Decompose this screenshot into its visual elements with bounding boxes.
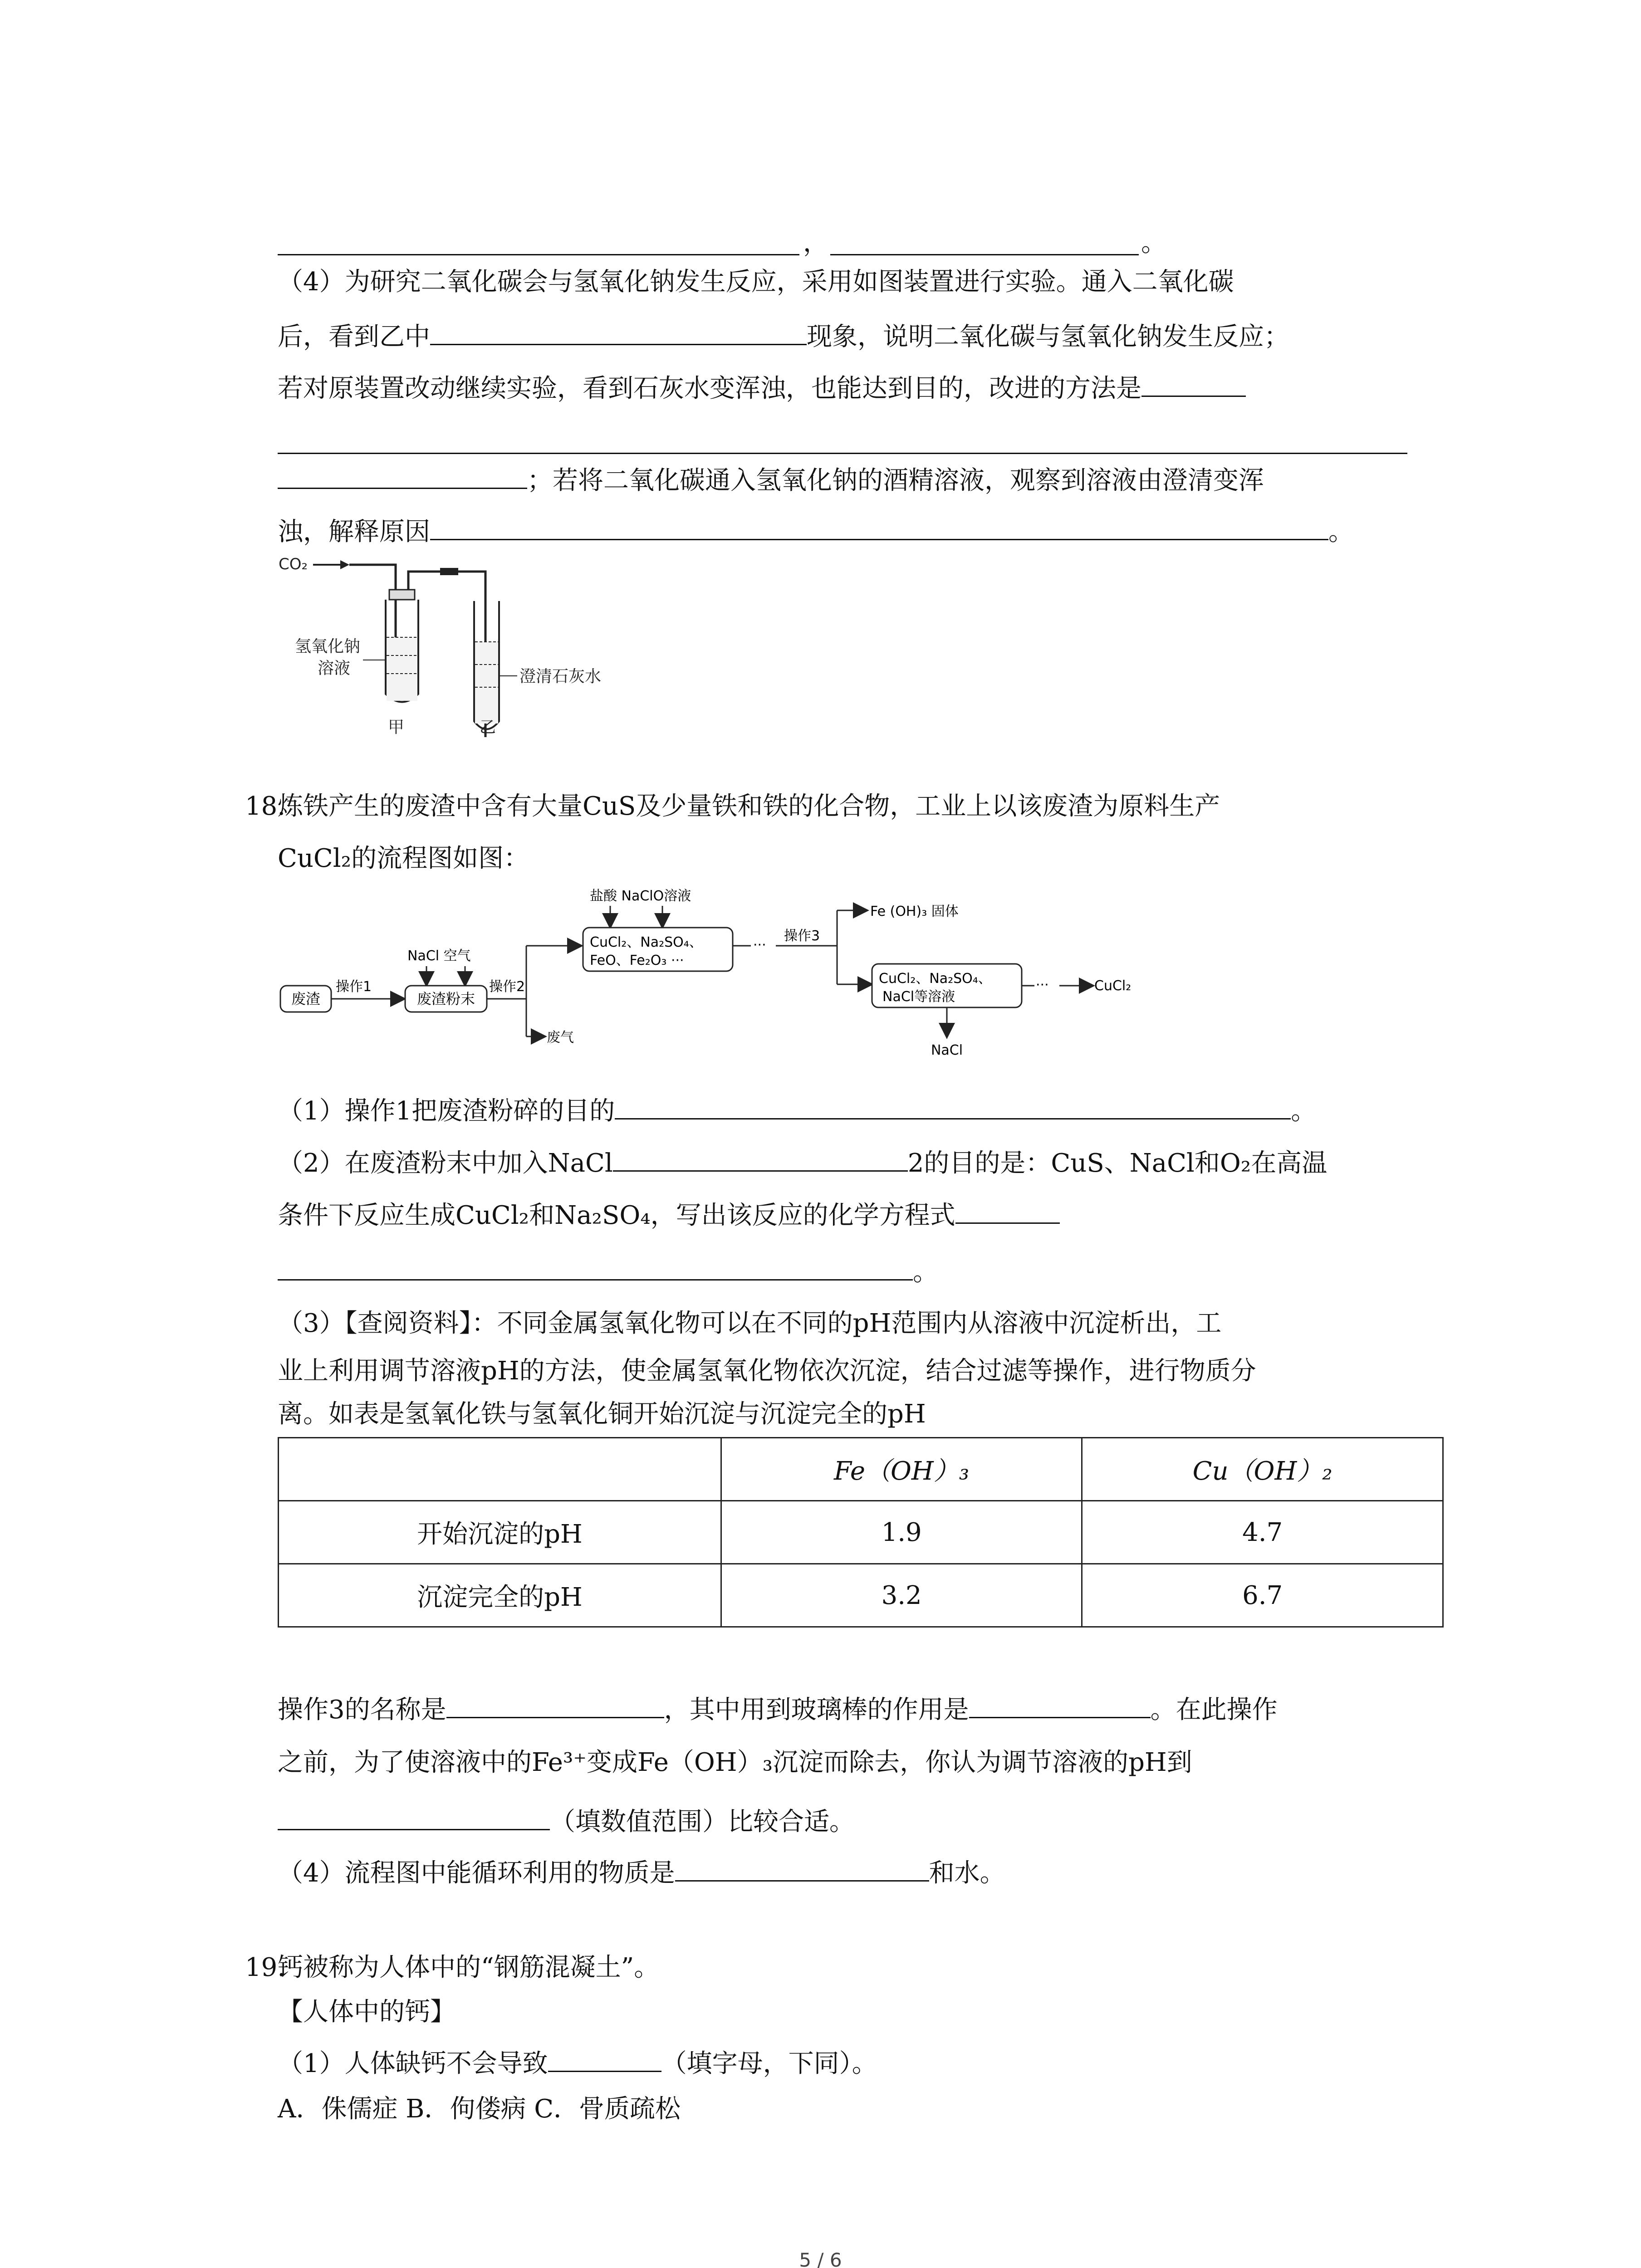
answer-blank[interactable] [613, 1143, 908, 1172]
naoh-solution [387, 637, 417, 701]
period: 。 [1141, 228, 1166, 258]
op2-label: 操作2 [489, 979, 525, 995]
question-number: 19. [245, 1953, 286, 1982]
q17-part4-line2: 后，看到乙中 现象，说明二氧化碳与氢氧化钠发生反应； [278, 317, 1289, 351]
q18-part3-line3: 离。如表是氢氧化铁与氢氧化铜开始沉淀与沉淀完全的pH [278, 1399, 926, 1429]
answer-blank[interactable] [430, 317, 807, 345]
answer-blank[interactable] [969, 1690, 1151, 1718]
page-number: 5 / 6 [799, 2249, 842, 2268]
q19-part1: （1）人体缺钙不会导致 （填字母，下同）。 [278, 2043, 877, 2078]
raw-label: 废渣 [291, 990, 321, 1007]
mixture-label-2: FeO、Fe₂O₃ ··· [590, 953, 684, 968]
q18-part3-line5: 之前，为了使溶液中的Fe³⁺变成Fe（OH）₃沉淀而除去，你认为调节溶液的pH到 [278, 1748, 1192, 1777]
table-cell [279, 1438, 721, 1501]
solid-label: Fe (OH)₃ 固体 [870, 904, 959, 919]
inputs-1-label: NaCl 空气 [407, 948, 471, 964]
product-label: CuCl₂ [1094, 978, 1132, 994]
tube-a-label: 甲 [388, 718, 405, 737]
q18-part1: （1）操作1把废渣粉碎的目的 。 [278, 1091, 1316, 1125]
answer-blank[interactable] [278, 1802, 550, 1830]
table-header-cuoh2: Cu（OH）₂ [1082, 1438, 1443, 1501]
q17-part4-line1: （4）为研究二氧化碳会与氢氧化钠发生反应，采用如图装置进行实验。通入二氧化碳 [278, 267, 1234, 297]
q18-intro-1: 炼铁产生的废渣中含有大量CuS及少量铁和铁的化合物，工业上以该废渣为原料生产 [278, 792, 1220, 821]
q18-part2-line1: （2）在废渣粉末中加入NaCl 2的目的是：CuS、NaCl和O₂在高温 [278, 1143, 1327, 1178]
table-cell: 4.7 [1082, 1501, 1443, 1564]
table-row [279, 1564, 1443, 1627]
q18-part3-line1: （3）【查阅资料】：不同金属氢氧化物可以在不同的pH范围内从溶液中沉淀析出，工 [278, 1309, 1222, 1338]
q18-intro-2: CuCl₂的流程图如图： [278, 844, 529, 873]
q19-options: A．侏儒症 B．佝偻病 C．骨质疏松 [278, 2094, 681, 2124]
answer-blank[interactable] [615, 1091, 1291, 1119]
table-cell: 1.9 [721, 1501, 1082, 1564]
limewater [475, 642, 498, 723]
row-label: 开始沉淀的pH [279, 1501, 721, 1564]
solution-label-1: CuCl₂、Na₂SO₄、 [879, 971, 992, 987]
table-row [279, 1501, 1443, 1564]
q18-part4: （4）流程图中能循环利用的物质是 和水。 [278, 1853, 1005, 1887]
q17-part4-line5: ；若将二氧化碳通入氢氧化钠的酒精溶液，观察到溶液由澄清变浑 [278, 460, 1264, 495]
arrow-head-icon [340, 560, 349, 569]
table-cell: 6.7 [1082, 1564, 1443, 1627]
mixture-label-1: CuCl₂、Na₂SO₄、 [590, 934, 703, 950]
answer-blank[interactable] [446, 1690, 664, 1718]
table-header-feoh3: Fe（OH）₃ [721, 1438, 1082, 1501]
gas-label: 废气 [547, 1030, 574, 1046]
answer-blank[interactable] [278, 460, 527, 489]
answer-blank[interactable] [830, 254, 1139, 255]
naoh-label: 氢氧化钠 [295, 637, 361, 656]
q18-part2-line2: 条件下反应生成CuCl₂和Na₂SO₄，写出该反应的化学方程式 [278, 1195, 1060, 1230]
op1-label: 操作1 [336, 979, 372, 995]
powder-label: 废渣粉末 [416, 990, 475, 1007]
answer-blank[interactable] [955, 1195, 1060, 1224]
answer-blank[interactable] [278, 1252, 913, 1281]
ellipsis: ··· [753, 937, 766, 953]
question-number: 18. [245, 792, 286, 821]
ellipsis: ··· [1036, 977, 1049, 993]
q19-heading: 【人体中的钙】 [278, 1997, 456, 2027]
table-header-row [279, 1438, 1443, 1501]
q19-intro: 钙被称为人体中的“钢筋混凝土”。 [278, 1953, 660, 1982]
table-cell: 3.2 [721, 1564, 1082, 1627]
separator: ， [803, 228, 828, 258]
rubber-joint [440, 568, 458, 575]
q17-part4-line3: 若对原装置改动继续实验，看到石灰水变浑浊，也能达到目的，改进的方法是 [278, 368, 1246, 403]
ph-table [278, 1437, 1444, 1628]
answer-blank[interactable] [278, 453, 1407, 454]
answer-blank[interactable] [278, 254, 799, 255]
answer-blank[interactable] [430, 512, 1328, 540]
q18-part2-line3: 。 [278, 1252, 938, 1286]
co2-label: CO₂ [279, 555, 308, 573]
inputs-2-label: 盐酸 NaClO溶液 [590, 888, 691, 904]
nacl-output-label: NaCl [931, 1042, 963, 1058]
q18-part3-line4: 操作3的名称是 ，其中用到玻璃棒的作用是 。在此操作 [278, 1690, 1278, 1724]
process-flowchart [272, 882, 1180, 1091]
solution-label-2: NaCl等溶液 [882, 989, 955, 1005]
q17-part4-line6: 浊，解释原因 。 [278, 512, 1354, 546]
q18-part3-line2: 业上利用调节溶液pH的方法，使金属氢氧化物依次沉淀，结合过滤等操作，进行物质分 [278, 1356, 1256, 1386]
limewater-label: 澄清石灰水 [519, 667, 602, 686]
apparatus-figure [272, 547, 644, 746]
row-label: 沉淀完全的pH [279, 1564, 721, 1627]
answer-blank[interactable] [1141, 368, 1246, 397]
q18-part3-line6: （填数值范围）比较合适。 [278, 1802, 855, 1836]
op3-label: 操作3 [784, 928, 820, 944]
answer-blank[interactable] [548, 2043, 661, 2072]
naoh-label-2: 溶液 [318, 659, 351, 678]
tube-b-label: 乙 [480, 718, 496, 737]
stopper [389, 590, 415, 600]
answer-blank[interactable] [675, 1853, 929, 1882]
